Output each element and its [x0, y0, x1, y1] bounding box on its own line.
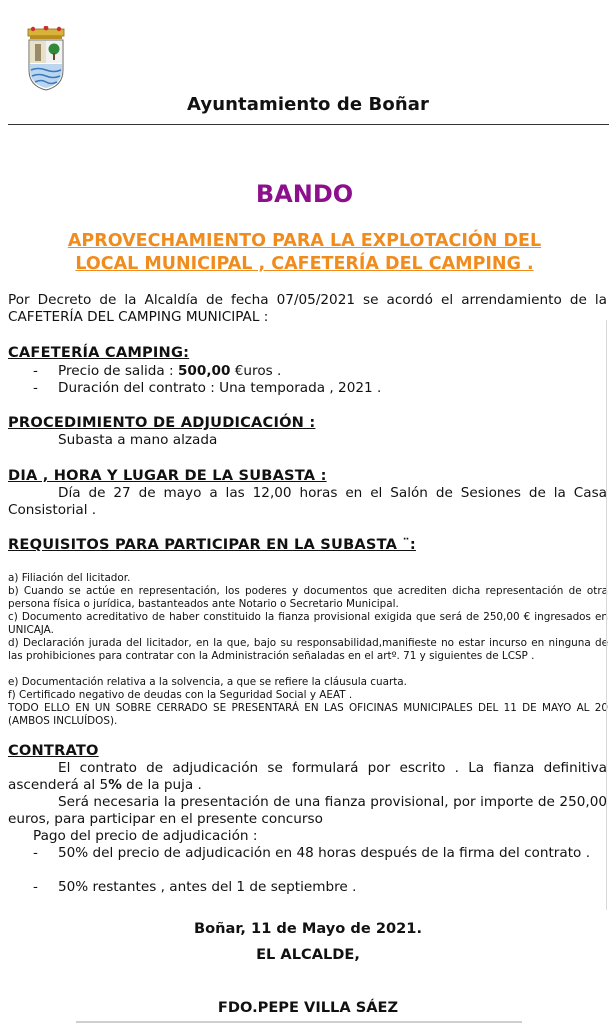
- requirement-f: f) Certificado negativo de deudas con la Seguridad Social y AEAT .: [8, 689, 353, 701]
- bullet-dash: -: [33, 380, 38, 396]
- procedure-text: Subasta a mano alzada: [58, 432, 218, 448]
- requirement-c: c) Documento acreditativo de haber constituido la fianza provisional exigida que será de 250,00 € ingresados en UNICAJA.: [8, 611, 608, 636]
- price-label: Precio de salida :: [58, 363, 178, 379]
- bullet-dash: -: [33, 363, 38, 379]
- requirement-e: e) Documentación relativa a la solvencia, a que se refiere la cláusula cuarta.: [8, 676, 407, 688]
- organization-name: Ayuntamiento de Boñar: [187, 94, 429, 115]
- document-subject: [20, 230, 589, 276]
- schedule-text: Día de 27 de mayo a las 12,00 horas en el Salón de Sesiones de la Casa Consistorial .: [8, 485, 607, 518]
- document-title: BANDO: [255, 180, 354, 208]
- intro-paragraph: Por Decreto de la Alcaldía de fecha 07/05/2021 se acordó el arrendamiento de la CAFETERÍA DEL CAMPING MUNICIPAL :: [8, 292, 607, 325]
- price-value: 500,00: [177, 363, 231, 379]
- requirement-b: b) Cuando se actúe en representación, los poderes y documentos que acrediten dicha representación de otra persona física o jurídica, bastanteados ante Notario o Secretario Municipal.: [8, 585, 608, 610]
- signatory-role: EL ALCALDE,: [256, 946, 360, 963]
- price-text: [58, 363, 607, 380]
- contract-paragraph-2: Será necesaria la presentación de una fianza provisional, por importe de 250,00 euros, para participar en el presente concurso: [8, 794, 607, 827]
- contract-heading: CONTRATO: [8, 742, 99, 759]
- payment-intro: Pago del precio de adjudicación :: [33, 828, 258, 844]
- bullet-dash: -: [33, 879, 38, 895]
- coat-of-arms-icon: [24, 26, 68, 92]
- subject-line-2: LOCAL MUNICIPAL , CAFETERÍA DEL CAMPING .: [75, 254, 534, 274]
- payment-item-1-text: 50% del precio de adjudicación en 48 horas después de la firma del contrato .: [58, 845, 591, 861]
- page-edge-shadow: [606, 320, 607, 910]
- signatory-name: FDO.PEPE VILLA SÁEZ: [217, 999, 399, 1016]
- contract-p1-percent: %: [108, 777, 122, 793]
- header-divider: [8, 124, 609, 125]
- bullet-dash: -: [33, 845, 38, 861]
- requirement-submission: TODO ELLO EN UN SOBRE CERRADO SE PRESENTARÁ EN LAS OFICINAS MUNICIPALES DEL 11 DE MAYO AL 20 (AMBOS INCLUÍDOS).: [8, 702, 608, 727]
- requirement-d: d) Declaración jurada del licitador, en la que, bajo su responsabilidad,manifieste no estar incurso en ninguna de las prohibiciones para contratar con la Administración señaladas en el artº. 71 y siguientes de LCSP .: [8, 637, 608, 662]
- subject-line-1: APROVECHAMIENTO PARA LA EXPLOTACIÓN DEL: [67, 231, 542, 251]
- requirement-a: a) Filiación del licitador.: [8, 572, 131, 584]
- duration-text: Duración del contrato : Una temporada , 2021 .: [58, 380, 382, 396]
- requirements-heading: REQUISITOS PARA PARTICIPAR EN LA SUBASTA ¨:: [8, 536, 416, 553]
- contract-p1-end: de la puja .: [121, 777, 202, 793]
- cafeteria-heading: CAFETERÍA CAMPING:: [8, 344, 190, 361]
- procedure-heading: PROCEDIMIENTO DE ADJUDICACIÓN :: [8, 414, 316, 431]
- payment-item-2-text: 50% restantes , antes del 1 de septiembre .: [58, 879, 357, 895]
- page-bottom-edge: [76, 1021, 522, 1023]
- price-suffix: €uros .: [230, 363, 282, 379]
- contract-paragraph-1: [8, 760, 607, 794]
- schedule-heading: DIA , HORA Y LUGAR DE LA SUBASTA :: [8, 467, 327, 484]
- place-date: Boñar, 11 de Mayo de 2021.: [193, 920, 422, 937]
- contract-p1-text: El contrato de adjudicación se formulará por escrito . La fianza definitiva ascenderá al 5: [8, 760, 607, 793]
